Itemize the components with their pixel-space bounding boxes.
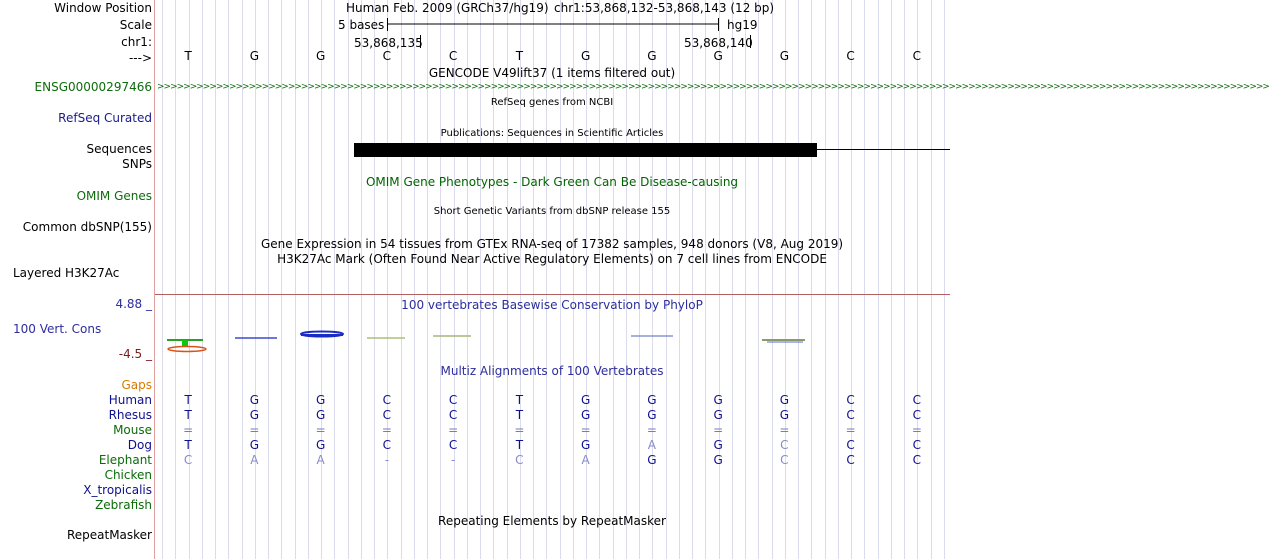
species-label[interactable]: Gaps [121,378,152,392]
track-data-area[interactable] [155,0,1269,559]
alignment-base: C [448,438,458,452]
alignment-base: C [448,393,458,407]
sequence-base: T [184,49,192,63]
strand-label: ---> [128,51,152,65]
dbsnp-track-label[interactable]: Common dbSNP(155) [22,220,152,234]
alignment-base: C [183,453,193,467]
alignment-base: = [911,423,922,437]
alignment-base: = [646,423,657,437]
species-label[interactable]: Mouse [113,423,152,437]
snps-track-label[interactable]: SNPs [122,157,152,171]
omim-track-label[interactable]: OMIM Genes [76,189,152,203]
alignment-base: T [184,438,192,452]
publication-sequence-block[interactable] [354,143,817,157]
alignment-base: = [183,423,194,437]
alignment-base: C [912,408,922,422]
alignment-base: = [315,423,326,437]
omim-track-title: OMIM Gene Phenotypes - Dark Green Can Be Disease-causing [365,175,739,189]
alignment-base: G [647,408,657,422]
h3k27ac-baseline [155,294,950,295]
sequence-base: G [580,49,591,63]
coord-right: 53,868,140 [684,36,753,50]
assembly-text: Human Feb. 2009 (GRCh37/hg19) [346,1,549,15]
conservation-track-title: 100 vertebrates Basewise Conservation by PhyloP [401,298,703,312]
conservation-graph[interactable] [155,325,950,357]
sequence-base: C [846,49,855,63]
alignment-base: C [515,453,524,467]
species-label[interactable]: Chicken [104,468,152,482]
alignment-base: = [249,423,260,437]
sequence-base: T [515,49,524,63]
alignment-base: C [846,453,855,467]
chrom-label: chr1: [121,35,152,49]
multiz-track-title: Multiz Alignments of 100 Vertebrates [440,364,664,378]
alignment-base: = [580,423,591,437]
sequence-base: C [912,49,922,63]
sequence-base: G [249,49,260,63]
refseq-track-title: RefSeq genes from NCBI [490,97,614,108]
sequence-base: G [713,49,723,63]
alignment-base: A [647,438,656,452]
gencode-track-label[interactable]: ENSG00000297466 [34,80,152,94]
alignment-base: T [184,393,192,407]
coord-left: 53,868,135 [354,36,423,50]
alignment-base: G [580,408,591,422]
alignment-base: G [647,393,657,407]
sequence-base: G [315,49,326,63]
db-text: hg19 [727,18,758,32]
gtex-track-title: Gene Expression in 54 tissues from GTEx RNA-seq of 17382 samples, 948 donors (V8, Aug 2019) [260,237,844,251]
repeatmasker-track-title: Repeating Elements by RepeatMasker [438,514,666,528]
alignment-base: A [250,453,259,467]
alignment-base: = [381,423,392,437]
dbsnp-track-title: Short Genetic Variants from dbSNP release 155 [433,206,671,217]
alignment-base: C [382,393,392,407]
alignment-base: G [713,438,723,452]
alignment-base: G [580,438,591,452]
alignment-base: G [249,408,260,422]
species-label[interactable]: X_tropicalis [83,483,152,497]
species-label[interactable]: Human [108,393,152,407]
species-label[interactable]: Rhesus [108,408,152,422]
alignment-base: = [448,423,459,437]
scale-text: 5 bases [338,18,385,32]
alignment-base: G [249,393,260,407]
h3k27ac-track-title: H3K27Ac Mark (Often Found Near Active Regulatory Elements) on 7 cell lines from ENCODE [277,252,827,266]
sequence-base: C [448,49,458,63]
alignment-base: C [382,438,392,452]
phylop-max-label: 4.88 _ [115,297,152,311]
alignment-base: A [581,453,590,467]
track-label-column [0,0,154,559]
sequences-track-label[interactable]: Sequences [86,142,152,156]
alignment-base: G [249,438,260,452]
h3k27ac-track-label[interactable]: Layered H3K27Ac [13,266,120,280]
window-position-label: Window Position [54,1,152,15]
alignment-base: G [713,408,723,422]
species-label[interactable]: Zebrafish [95,498,152,512]
alignment-base: C [846,408,855,422]
alignment-base: C [780,438,789,452]
alignment-base: G [713,453,723,467]
alignment-base: = [779,423,790,437]
alignment-base: = [713,423,724,437]
alignment-base: C [912,393,922,407]
alignment-base: C [448,408,458,422]
species-label[interactable]: Dog [127,438,152,452]
alignment-base: G [779,393,790,407]
publication-sequence-line[interactable] [817,149,950,150]
alignment-base: G [713,393,723,407]
alignment-base: T [515,408,524,422]
alignment-base: C [912,453,922,467]
alignment-base: C [780,453,789,467]
gencode-track-title: GENCODE V49lift37 (1 items filtered out) [428,66,676,80]
sequence-base: G [779,49,790,63]
alignment-base: - [450,453,456,467]
repeatmasker-track-label[interactable]: RepeatMasker [66,528,152,542]
alignment-base: T [515,438,524,452]
sequence-base: G [647,49,657,63]
position-text: chr1:53,868,132-53,868,143 (12 bp) [554,1,775,15]
alignment-base: C [846,393,855,407]
alignment-base: G [315,438,326,452]
phylop-min-label: -4.5 _ [118,347,152,361]
scale-label: Scale [119,18,152,32]
conservation-track-label[interactable]: 100 Vert. Cons [13,322,102,336]
alignment-base: G [315,408,326,422]
alignment-base: G [315,393,326,407]
alignment-base: C [912,438,922,452]
alignment-base: C [846,438,855,452]
alignment-base: C [382,408,392,422]
alignment-base: - [384,453,390,467]
alignment-base: A [316,453,325,467]
gencode-gene-feature[interactable]: >>>>>>>>>>>>>>>>>>>>>>>>>>>>>>>>>>>>>>>>>>>>>>>>>>>>>>>>>>>>>>>>>>>>>>>>>>>>>>>>>>>>>>>>>>>>>>>>>>>>>>>>>>>>>>>>>>>>>>>>>>>>>>>>>>>>>>>>>>>>>>>>>>>>>>>>>>>>>>>>>>>>>>>>>> [157,82,1269,92]
sequence-base: C [382,49,392,63]
alignment-base: G [647,453,657,467]
alignment-base: G [580,393,591,407]
alignment-base: G [779,408,790,422]
species-label[interactable]: Elephant [98,453,152,467]
sequences-track-title: Publications: Sequences in Scientific Articles [440,128,664,139]
alignment-base: T [184,408,192,422]
alignment-base: = [845,423,856,437]
scale-bar [155,0,950,60]
alignment-base: = [514,423,525,437]
refseq-track-label[interactable]: RefSeq Curated [58,111,152,125]
alignment-base: T [515,393,524,407]
